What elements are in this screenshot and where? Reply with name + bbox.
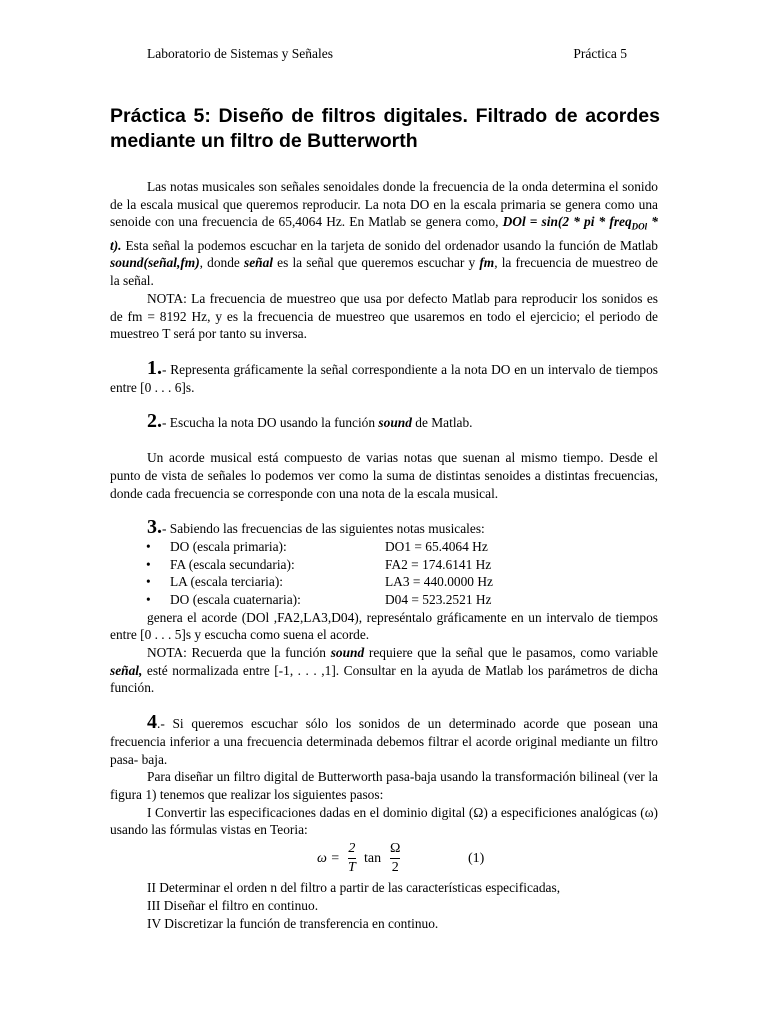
equation-number: (1) bbox=[468, 851, 485, 867]
step-1: I Convertir las especificaciones dadas en el dominio digital (Ω) a especificiones analógicas (ω) usando las fórmulas vistas en Teoria: bbox=[110, 804, 658, 838]
step-2: II Determinar el orden n del filtro a partir de las características especificadas, bbox=[147, 880, 561, 896]
bullet-icon: • bbox=[146, 556, 151, 572]
step-4: IV Discretizar la función de transferencia en continuo. bbox=[147, 915, 439, 931]
question-2: 2.- Escucha la nota DO usando la función sound de Matlab. bbox=[147, 410, 473, 433]
bullet-icon: • bbox=[146, 538, 151, 554]
question-number: 3. bbox=[147, 516, 162, 539]
butterworth-paragraph: Para diseñar un filtro digital de Butterworth pasa-baja usando la transformación bilineal (ver la figura 1) tenemos que realizar los siguientes pasos: bbox=[110, 769, 658, 802]
chord-paragraph: Un acorde musical está compuesto de varias notas que suenan al mismo tiempo. Desde el punto de vista de señales lo podemos ver como la suma de distintas senoides a distintas frecuencias, donde cada frecuencia se corresponde con una nota de la escala musical. bbox=[110, 450, 658, 501]
list-item: • DO (escala primaria): DO1 = 65.4064 Hz bbox=[146, 538, 488, 554]
list-item: • DO (escala cuaternaria): D04 = 523.2521 Hz bbox=[146, 591, 492, 607]
document-title: Práctica 5: Diseño de filtros digitales. Filtrado de acordes mediante un filtro de Butterworth bbox=[110, 105, 660, 152]
bullet-icon: • bbox=[146, 591, 151, 607]
fraction-omega-over-2: Ω 2 bbox=[390, 841, 401, 876]
notes-list bbox=[110, 538, 658, 609]
formula-lhs: ω = bbox=[317, 851, 340, 867]
question-1: 1.- Representa gráficamente la señal correspondiente a la nota DO en un intervalo de tiempos entre [0 . . . 6]s. bbox=[110, 357, 658, 395]
document-body bbox=[110, 178, 658, 932]
fraction-2-over-t: 2 T bbox=[348, 841, 356, 876]
list-item: • LA (escala terciaria): LA3 = 440.0000 Hz bbox=[146, 574, 493, 590]
sound-function: sound(señal,fm) bbox=[110, 255, 200, 271]
header-practice: Práctica 5 bbox=[573, 46, 627, 61]
dol-formula: DOl = sin(2 * pi * freq$_{DOl}$ * t). bbox=[110, 214, 658, 253]
header-course: Laboratorio de Sistemas y Señales bbox=[147, 46, 333, 61]
question-number: 2. bbox=[147, 410, 162, 433]
normalization-note: NOTA: Recuerda que la función sound requiere que la señal que le pasamos, como variable señal, esté normalizada entre [-1, . . . ,1]. Consultar en la ayuda de Matlab los parámetros de dicha función. bbox=[110, 645, 658, 696]
question-number: 1. bbox=[147, 357, 162, 379]
bullet-icon: • bbox=[146, 574, 151, 590]
sampling-note: NOTA: La frecuencia de muestreo que usa por defecto Matlab para reproducir los sonidos es de fm = 8192 Hz, y es la frecuencia de muestreo que usaremos en todo el ejercicio; el periodo de muestreo T será por tanto su inversa. bbox=[110, 290, 658, 342]
step-3: III Diseñar el filtro en continuo. bbox=[147, 897, 319, 913]
question-number: 4 bbox=[147, 711, 157, 734]
question-3: 3.- Sabiendo las frecuencias de las siguientes notas musicales: bbox=[147, 516, 485, 539]
list-item: • FA (escala secundaria): FA2 = 174.6141 Hz bbox=[146, 556, 492, 572]
question-4: 4.- Si queremos escuchar sólo los sonidos de un determinado acorde que posean una frecuencia inferior a una frecuencia determinada debemos filtrar el acorde original mediante un filtro pasa- baja. bbox=[110, 711, 658, 767]
intro-paragraph: Las notas musicales son señales senoidales donde la frecuencia de la onda determina el sonido de la escala musical que queremos reproducir. La nota DO en la escala primaria se genera como una senoide con una frecuencia de 65,4064 Hz. En Matlab se genera como, DOl = sin(2 * pi * freq$_{DOl}$ * t). Esta señal la podemos escuchar en la tarjeta de sonido del ordenador usando la función de Matlab sound(señal,fm), donde señal es la señal que queremos escuchar y fm, la frecuencia de muestreo de la señal. bbox=[110, 179, 658, 289]
bilinear-formula: ω = 2 T tan Ω 2 (1) bbox=[317, 841, 485, 876]
page-header bbox=[147, 46, 627, 62]
chord-instructions: genera el acorde (DOl ,FA2,LA3,D04), represéntalo gráficamente en un intervalo de tiempos entre [0 . . . 5]s y escucha como suena el acorde. bbox=[110, 609, 658, 643]
